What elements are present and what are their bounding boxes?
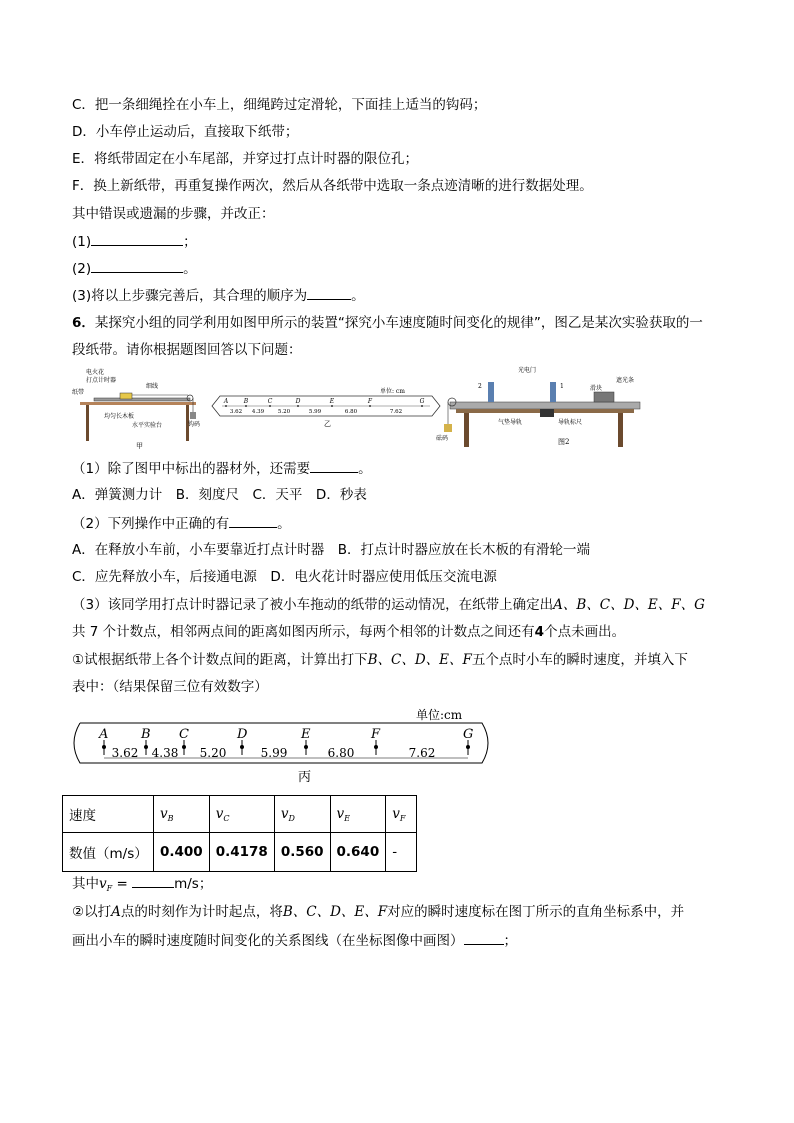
order-line: [72, 286, 365, 305]
tape-gap-label: 4.38: [151, 746, 179, 760]
yi-dot: [369, 405, 371, 407]
yi-gap-label: 6.80: [344, 409, 358, 415]
table-cell-vf[interactable]: -: [386, 833, 417, 872]
tape-point-label: G: [463, 727, 474, 742]
tape-unit: 单位:cm: [416, 708, 463, 722]
table-header-vd: $v_D$: [274, 796, 330, 833]
answer-2-end: 。: [183, 261, 197, 277]
s2-text-e: ；: [503, 933, 517, 949]
answer-line-2: [72, 259, 197, 278]
fig2-label-scale: 导轨标尺: [558, 419, 583, 426]
s2-points: B、C、D、E、F: [282, 904, 388, 920]
tape-bing-figure: [70, 705, 494, 787]
jia-label-board: 均匀长木板: [104, 413, 135, 420]
q2-line: [72, 514, 291, 533]
table-cell-vd: 0.560: [274, 833, 330, 872]
order-blank[interactable]: [307, 286, 351, 300]
jia-caption: 甲: [136, 442, 143, 450]
figure-2: [436, 366, 640, 447]
q3-points: A、B、C、D、E、F、G: [553, 597, 705, 613]
table-header-vc: $v_C$: [209, 796, 274, 833]
q3-text-b2: 个点未画出。: [544, 624, 626, 640]
q3-text-a: （3）该同学用打点计时器记录了被小车拖动的纸带的运动情况，在纸带上确定出: [72, 597, 554, 613]
vf-blank[interactable]: [132, 874, 174, 888]
yi-point-label: C: [267, 398, 273, 405]
table-header-vb: $v_B$: [154, 796, 210, 833]
yi-gap-label: 5.20: [277, 409, 291, 415]
tape-gap-label: 3.62: [111, 746, 139, 760]
tape-point-label: E: [301, 727, 311, 742]
order-text: (3)将以上步骤完善后，其合理的顺序为: [72, 288, 308, 304]
answer-1-label: (1): [72, 234, 92, 250]
yi-gap-label: 5.99: [308, 409, 322, 415]
experiment-figures: [70, 362, 650, 458]
q3-line-2: [72, 623, 625, 641]
fig2-label-track: 气垫导轨: [498, 419, 523, 426]
jia-label-table: 水平实验台: [132, 422, 163, 429]
table-header-ve: $v_E$: [330, 796, 386, 833]
vf-unit: m/s；: [174, 876, 213, 892]
step-c: C．把一条细绳拴在小车上，细绳跨过定滑轮，下面挂上适当的钩码；: [72, 97, 487, 113]
yi-gap-label: 3.62: [229, 409, 243, 415]
q3-text-b1: 共 7 个计数点，相邻两点间的距离如图丙所示，每两个相邻的计数点之间还有: [72, 624, 535, 640]
table-cell-ve: 0.640: [330, 833, 386, 872]
q3-line-1: [72, 596, 705, 614]
fig2-label-1: 1: [560, 383, 564, 390]
tape-gap-label: 5.20: [199, 746, 227, 760]
table-row-label: 数值（m/s）: [63, 833, 154, 872]
q2-text: （2）下列操作中正确的有: [72, 516, 230, 532]
yi-dot: [421, 405, 423, 407]
fig2-label-weight: 砝码: [436, 435, 449, 442]
yi-dot: [269, 405, 271, 407]
answer-blank-2[interactable]: [91, 259, 183, 273]
s2-point-a: A: [111, 904, 121, 920]
yi-point-label: D: [295, 398, 301, 405]
answer-blank-1[interactable]: [91, 232, 183, 246]
table-cell-vc: 0.4178: [209, 833, 274, 872]
tape-dot: [240, 745, 244, 749]
q2-options-ab: A．在释放小车前，小车要靠近打点计时器 B．打点计时器应放在长木板的有滑轮一端: [72, 542, 590, 558]
s2-text-b: 点的时刻作为计时起点，将: [120, 904, 283, 920]
tape-gap-label: 5.99: [260, 746, 288, 760]
yi-point-label: G: [419, 398, 425, 405]
s1-line-1: [72, 651, 688, 669]
yi-point-labels: [223, 398, 425, 407]
fig2-label-gate: 光电门: [518, 367, 537, 374]
q6-text-a: 某探究小组的同学利用如图甲所示的装置“探究小车速度随时间变化的规律”，图乙是某次实验获取的一: [94, 315, 703, 331]
tape-dot: [182, 745, 186, 749]
table-cell-vb: 0.400: [154, 833, 210, 872]
fig2-caption: 图2: [558, 438, 570, 446]
q2-blank[interactable]: [229, 514, 277, 528]
tape-dot: [374, 745, 378, 749]
table-header-label: 速度: [63, 796, 154, 833]
s2-text-c: 对应的瞬时速度标在图丁所示的直角坐标系中，并: [387, 904, 685, 920]
tape-dot: [304, 745, 308, 749]
answer-2-label: (2): [72, 261, 92, 277]
figure-yi: [212, 387, 440, 428]
s2-text-a: ②以打: [72, 904, 112, 920]
s2-blank[interactable]: [464, 931, 504, 945]
fig2-label-slider: 滑块: [590, 385, 603, 392]
s2-line-1: [72, 903, 684, 921]
yi-caption: 乙: [324, 420, 331, 428]
answer-line-1: [72, 232, 197, 251]
tape-dot: [466, 745, 470, 749]
vf-text-a: 其中: [72, 876, 99, 892]
fig2-label-2: 2: [478, 383, 482, 390]
table-header-vf: $v_F$: [386, 796, 417, 833]
s1-line-2: 表中：（结果保留三位有效数字）: [72, 679, 268, 695]
errors-intro: 其中错误或遗漏的步骤，并改正：: [72, 206, 275, 222]
yi-dot: [245, 405, 247, 407]
s1-text-a: ①试根据纸带上各个计数点间的距离，计算出打下: [72, 652, 368, 668]
s1-text-a2: 五个点时小车的瞬时速度，并填入下: [471, 652, 688, 668]
yi-gap-label: 7.62: [389, 409, 403, 415]
tape-point-label: C: [179, 727, 189, 742]
yi-point-label: B: [243, 398, 249, 405]
step-f: F．换上新纸带，再重复操作两次，然后从各纸带中选取一条点迹清晰的进行数据处理。: [72, 178, 593, 194]
s2-text-d: 画出小车的瞬时速度随时间变化的关系图线（在坐标图像中画图）: [72, 933, 464, 949]
table-header-row: [63, 796, 417, 833]
tape-marks: [98, 727, 473, 760]
q6-line-2: 段纸带。请你根据题图回答以下问题：: [72, 342, 302, 358]
q2-options-cd: C．应先释放小车，后接通电源 D．电火花计时器应使用低压交流电源: [72, 569, 497, 585]
s2-line-2: [72, 931, 517, 950]
jia-label-timer-2: 打点计时器: [86, 377, 117, 384]
tape-point-label: F: [371, 727, 381, 742]
answer-1-end: ；: [183, 234, 197, 250]
yi-unit: 单位: cm: [380, 388, 405, 395]
tape-gap-label: 6.80: [327, 746, 355, 760]
tape-dot: [144, 745, 148, 749]
table-row: [63, 833, 417, 872]
jia-label-tape: 纸带: [72, 389, 85, 396]
step-d: D．小车停止运动后，直接取下纸带；: [72, 124, 299, 140]
tape-point-label: A: [99, 727, 109, 742]
yi-dot: [331, 405, 333, 407]
order-end: 。: [351, 288, 365, 304]
fig2-label-shade: 遮光条: [616, 377, 635, 384]
jia-label-string: 细线: [146, 383, 159, 390]
q6-number: 6．: [72, 315, 95, 331]
vf-eq: =: [116, 876, 128, 892]
yi-point-label: E: [329, 398, 335, 405]
q1-text: （1）除了图甲中标出的器材外，还需要: [72, 461, 311, 477]
q1-options: A．弹簧测力计 B．刻度尺 C．天平 D．秒表: [72, 487, 367, 503]
yi-point-label: A: [223, 398, 229, 405]
q3-num: 4: [534, 624, 545, 640]
yi-dot: [225, 405, 227, 407]
tape-gap-label: 7.62: [408, 746, 436, 760]
speed-table: [62, 795, 417, 872]
yi-dot: [297, 405, 299, 407]
q1-blank[interactable]: [310, 459, 358, 473]
q1-end: 。: [358, 461, 372, 477]
q6-line-1: [72, 314, 703, 332]
step-e: E．将纸带固定在小车尾部，并穿过打点计时器的限位孔；: [72, 151, 419, 167]
jia-label-weight: 钩码: [188, 421, 201, 428]
jia-label-timer-1: 电火花: [86, 369, 105, 376]
vf-line: 其中$v_F = m/s$；: [72, 876, 213, 893]
yi-gap-label: 4.39: [251, 409, 265, 415]
tape-dot: [102, 745, 106, 749]
q1-line: [72, 459, 372, 478]
yi-gap-labels: [230, 409, 402, 415]
tape-point-label: B: [141, 727, 151, 742]
s1-points: B、C、D、E、F: [367, 652, 472, 668]
tape-point-label: D: [237, 727, 248, 742]
figure-jia: [72, 368, 200, 450]
tape-caption: 丙: [298, 770, 312, 785]
q2-end: 。: [277, 516, 291, 532]
yi-point-label: F: [367, 398, 373, 405]
